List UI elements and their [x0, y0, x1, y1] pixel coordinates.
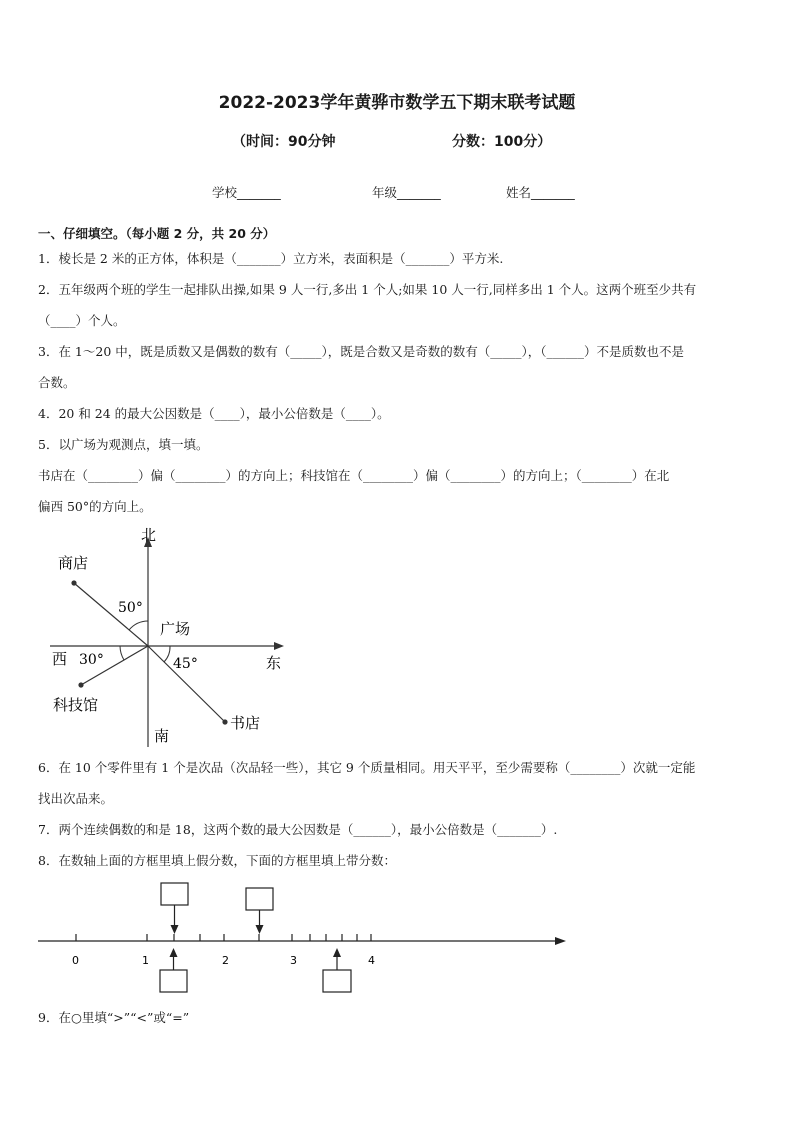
label-angle-50: 50° — [118, 600, 143, 616]
school-field: 学校_______ — [212, 185, 281, 200]
number-line-label: 1 — [142, 954, 149, 967]
bookstore-point — [222, 719, 227, 724]
number-line-diagram — [30, 880, 575, 1000]
question-2-line2: （____）个人。 — [38, 313, 126, 328]
label-south: 南 — [154, 727, 170, 745]
label-north: 北 — [141, 526, 157, 544]
section-heading: 一、仔细填空。（每小题 2 分，共 20 分） — [38, 226, 276, 241]
question-2-line1: 2．五年级两个班的学生一起排队出操,如果 9 人一行,多出 1 个人;如果 10 人一行,同样多出 1 个人。这两个班至少共有 — [38, 282, 697, 297]
number-line-ticks — [76, 934, 371, 941]
label-tech: 科技馆 — [53, 696, 99, 714]
arc-30 — [120, 646, 124, 660]
page-title: 2022-2023学年黄骅市数学五下期末联考试题 — [218, 93, 576, 113]
number-line-arrow-icon — [555, 937, 566, 945]
question-5-line1: 书店在（________）偏（________）的方向上；科技馆在（________）偏（________）的方向上；（________）在北 — [38, 468, 670, 483]
question-4: 4．20 和 24 的最大公因数是（____），最小公倍数是（____）。 — [38, 406, 390, 421]
upper-box-2 — [246, 888, 273, 910]
question-1: 1．棱长是 2 米的正方体，体积是（_______）立方米，表面积是（_______）平方米. — [38, 251, 504, 266]
upper-box-1 — [161, 883, 188, 905]
label-center: 广场 — [160, 620, 191, 638]
question-5-line2: 偏西 50°的方向上。 — [38, 499, 152, 514]
up-arrow-icon — [170, 948, 178, 957]
lower-box-1 — [160, 970, 187, 992]
compass-diagram — [40, 525, 310, 755]
east-arrow-icon — [274, 642, 284, 650]
shop-point — [71, 580, 76, 585]
name-field: 姓名_______ — [506, 185, 575, 200]
exam-time: （时间：90分钟 — [232, 134, 336, 150]
grade-field: 年级_______ — [372, 185, 441, 200]
lower-box-2 — [323, 970, 351, 992]
question-6-line2: 找出次品来。 — [38, 791, 114, 806]
question-6-line1: 6．在 10 个零件里有 1 个是次品（次品轻一些），其它 9 个质量相同。用天平平，至少需要称（________）次就一定能 — [38, 760, 696, 775]
label-bookstore: 书店 — [230, 714, 261, 732]
tech-point — [78, 682, 83, 687]
question-3-line2: 合数。 — [38, 375, 76, 390]
number-line-label: 4 — [368, 954, 375, 967]
label-angle-30: 30° — [79, 652, 104, 668]
question-3-line1: 3．在 1～20 中，既是质数又是偶数的数有（_____），既是合数又是奇数的数有（_____），（______）不是质数也不是 — [38, 344, 685, 359]
label-angle-45: 45° — [173, 656, 198, 672]
number-line-label: 3 — [290, 954, 297, 967]
arc-50 — [129, 621, 148, 630]
question-8: 8．在数轴上面的方框里填上假分数，下面的方框里填上带分数： — [38, 853, 396, 868]
up-arrow-icon — [333, 948, 341, 957]
question-7: 7．两个连续偶数的和是 18，这两个数的最大公因数是（______），最小公倍数是（_______）. — [38, 822, 558, 837]
down-arrow-icon — [256, 925, 264, 934]
number-line-label: 2 — [222, 954, 229, 967]
question-9: 9．在○里填“>”“<”或“=” — [38, 1010, 190, 1025]
label-east: 东 — [266, 654, 282, 672]
label-west: 西 — [52, 650, 68, 668]
down-arrow-icon — [171, 925, 179, 934]
label-shop: 商店 — [58, 554, 89, 572]
number-line-label: 0 — [72, 954, 79, 967]
number-line-labels — [72, 954, 375, 967]
exam-score: 分数：100分） — [452, 134, 552, 150]
arc-45 — [164, 646, 170, 662]
question-5: 5．以广场为观测点，填一填。 — [38, 437, 209, 452]
